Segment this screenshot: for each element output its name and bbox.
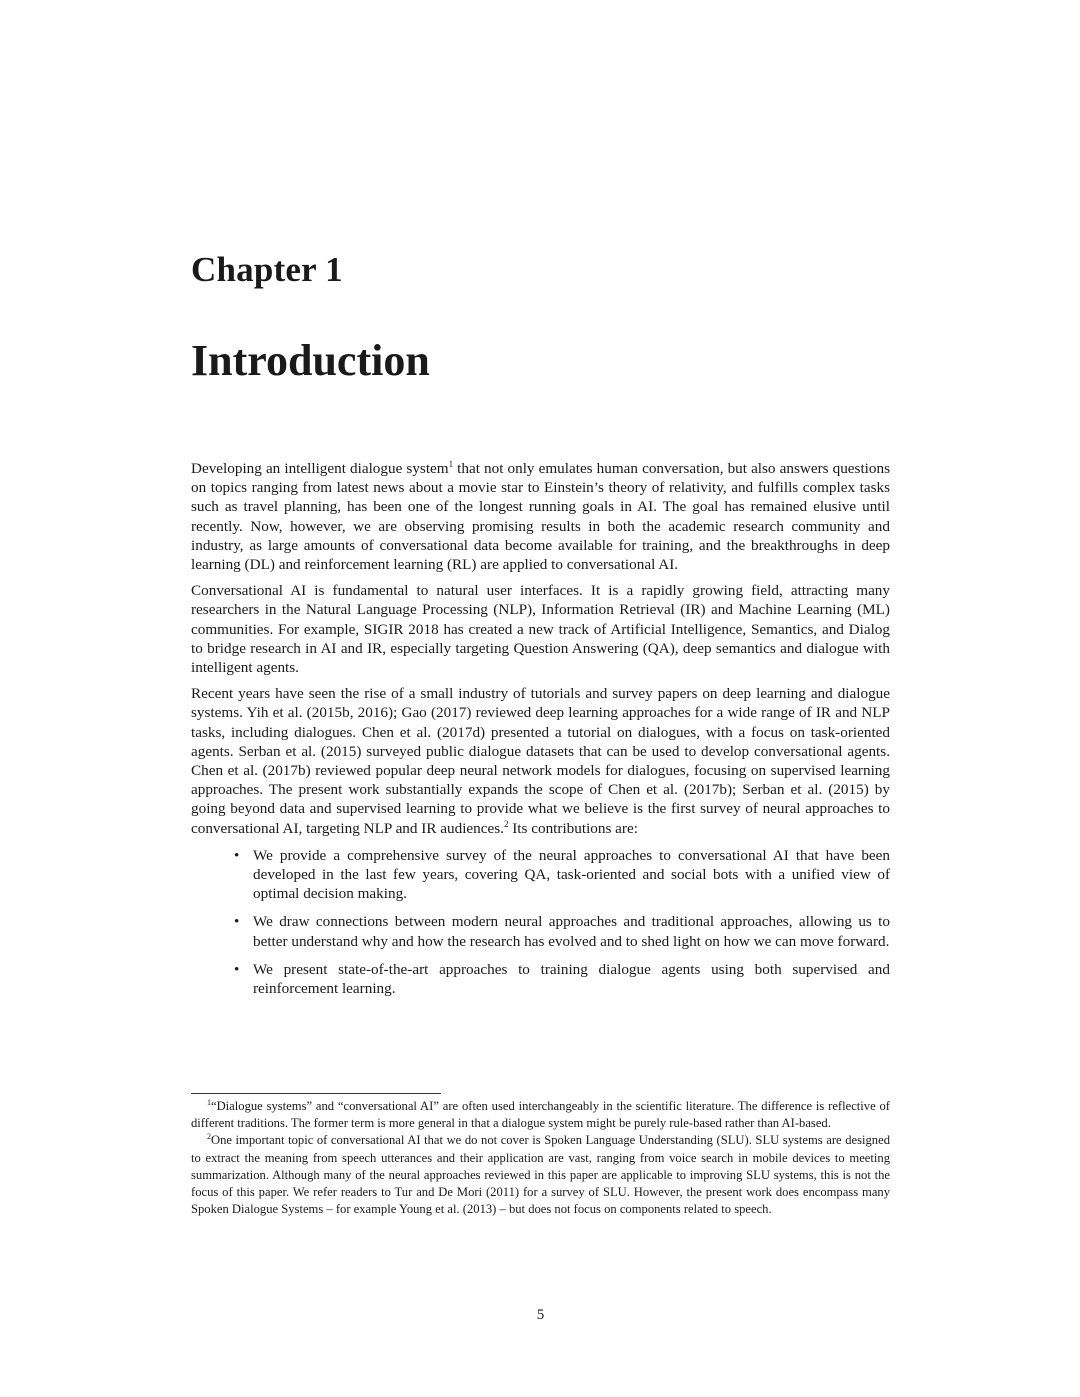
- bullet-icon: •: [234, 960, 240, 978]
- page-number: 5: [536, 1307, 545, 1323]
- list-item: • We draw connections between modern neural approaches and traditional approaches, allowing us to better understand why and how the research has evolved and to shed light on how we can move forward.: [234, 913, 890, 950]
- chapter-label: Chapter 1: [191, 250, 343, 289]
- contributions-list: [191, 846, 890, 998]
- footnote-2: $^2$One important topic of conversational AI that we do not cover is Spoken Language Understanding (SLU). SLU systems are designed to extract the meaning from speech utterances and their application are vast, ranging from voice search in mobile devices to meeting summarization. Although many of the neural approaches reviewed in this paper are applicable to improving SLU systems, this is not the focus of this paper. We refer readers to Tur and De Mori (2011) for a survey of SLU. However, the present work does encompass many Spoken Dialogue Systems – for example Young et al. (2013) – but does not focus on components related to speech.: [191, 1132, 890, 1217]
- footnotes: [191, 1098, 890, 1218]
- footnote-ref-2[interactable]: 2: [503, 818, 509, 829]
- paragraph-1: Developing an intelligent dialogue system$^1$ that not only emulates human conversation, but also answers questions on topics ranging from latest news about a movie star to Einstein’s theory of relativity, and fulfills complex tasks such as travel planning, has been one of the longest running goals in AI. The goal has remained elusive until recently. Now, however, we are observing promising results in both the academic research community and industry, as large amounts of conversational data become available for training, and the breakthroughs in deep learning (DL) and reinforcement learning (RL) are applied to conversational AI.: [191, 458, 890, 574]
- page: [191, 0, 890, 1397]
- paragraph-2: Conversational AI is fundamental to natural user interfaces. It is a rapidly growing field, attracting many researchers in the Natural Language Processing (NLP), Information Retrieval (IR) and Machine Learning (ML) communities. For example, SIGIR 2018 has created a new track of Artificial Intelligence, Semantics, and Dialog to bridge research in AI and IR, especially targeting Question Answering (QA), deep semantics and dialogue with intelligent agents.: [191, 582, 890, 677]
- list-item: • We provide a comprehensive survey of the neural approaches to conversational AI that have been developed in the last few years, covering QA, task-oriented and social bots with a unified view of optimal decision making.: [234, 846, 890, 903]
- bullet-icon: •: [234, 913, 240, 931]
- chapter-title: Introduction: [191, 336, 430, 385]
- footnote-marker: 2: [207, 1132, 211, 1142]
- footnote-marker: 1: [207, 1097, 211, 1107]
- list-item: • We present state-of-the-art approaches to training dialogue agents using both supervised and reinforcement learning.: [234, 960, 890, 998]
- footnote-1: $^1$“Dialogue systems” and “conversational AI” are often used interchangeably in the scientific literature. The difference is reflective of different traditions. The former term is more general in that a dialogue system might be purely rule-based rather than AI-based.: [191, 1097, 890, 1131]
- bullet-icon: •: [234, 846, 240, 864]
- footnote-divider: [191, 1093, 441, 1094]
- footnote-ref-1[interactable]: 1: [448, 458, 454, 469]
- body-text: [191, 459, 890, 1007]
- paragraph-3: Recent years have seen the rise of a small industry of tutorials and survey papers on deep learning and dialogue systems. Yih et al. (2015b, 2016); Gao (2017) reviewed deep learning approaches for a wide range of IR and NLP tasks, including dialogues. Chen et al. (2017d) presented a tutorial on dialogues, with a focus on task-oriented agents. Serban et al. (2015) surveyed public dialogue datasets that can be used to develop conversational agents. Chen et al. (2017b) reviewed popular deep neural network models for dialogues, focusing on supervised learning approaches. The present work substantially expands the scope of Chen et al. (2017b); Serban et al. (2015) by going beyond data and supervised learning to provide what we believe is the first survey of neural approaches to conversational AI, targeting NLP and IR audiences.$^2$ Its contributions are:: [191, 685, 890, 837]
